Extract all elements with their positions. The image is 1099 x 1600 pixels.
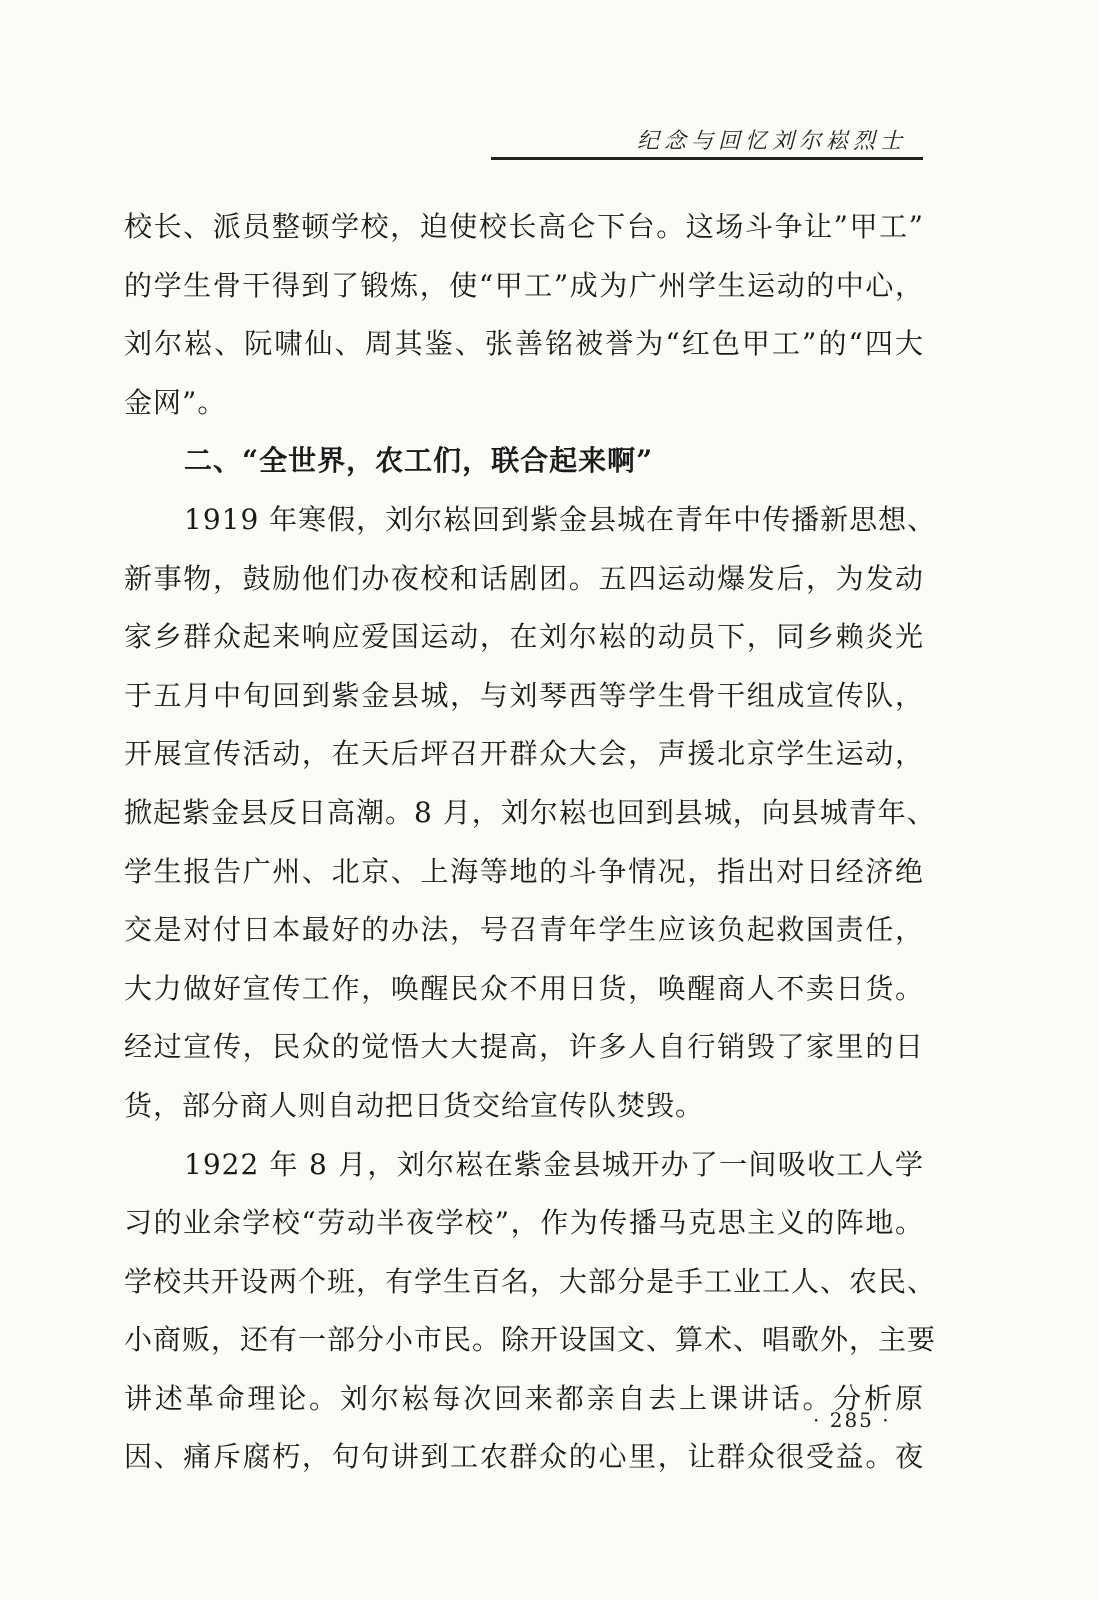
text-line: 大力做好宣传工作，唤醒民众不用日货，唤醒商人不卖日货。 xyxy=(124,971,924,1005)
text-line: 于五月中旬回到紫金县城，与刘琴西等学生骨干组成宣传队， xyxy=(124,678,924,712)
text-line: 开展宣传活动，在天后坪召开群众大会，声援北京学生运动， xyxy=(124,737,924,771)
text-line: 学生报告广州、北京、上海等地的斗争情况，指出对日经济绝 xyxy=(124,854,924,888)
text-line: 的学生骨干得到了锻炼，使“甲工”成为广州学生运动的中心， xyxy=(124,268,924,302)
header-rule xyxy=(491,157,923,160)
text-line: 刘尔崧、阮啸仙、周其鉴、张善铭被誉为“红色甲工”的“四大 xyxy=(124,327,924,361)
text-line: 货，部分商人则自动把日货交给宣传队焚毁。 xyxy=(124,1088,705,1122)
text-line: 掀起紫金县反日高潮。8 月，刘尔崧也回到县城，向县城青年、 xyxy=(124,795,936,829)
text-line: 小商贩，还有一部分小市民。除开设国文、算术、唱歌外，主要 xyxy=(124,1323,937,1357)
text-line: 因、痛斥腐朽，句句讲到工农群众的心里，让群众很受益。夜 xyxy=(124,1440,924,1474)
text-line: 家乡群众起来响应爱国运动，在刘尔崧的动员下，同乡赖炎光 xyxy=(124,620,924,654)
text-line: 讲述革命理论。刘尔崧每次回来都亲自去上课讲话。分析原 xyxy=(124,1381,924,1415)
text-line: 经过宣传，民众的觉悟大大提高，许多人自行销毁了家里的日 xyxy=(124,1030,924,1064)
body-text xyxy=(124,207,937,1496)
running-header-title: 纪念与回忆刘尔崧烈士 xyxy=(636,129,907,154)
page-number: · 285 · xyxy=(813,1408,891,1432)
text-line: 1919 年寒假，刘尔崧回到紫金县城在青年中传播新思想、 xyxy=(184,502,937,536)
text-line: 交是对付日本最好的办法，号召青年学生应该负起救国责任， xyxy=(124,913,924,947)
text-line: 校长、派员整顿学校，迫使校长高仑下台。这场斗争让”甲工” xyxy=(124,210,924,243)
text-line: 习的业余学校“劳动半夜学校”，作为传播马克思主义的阵地。 xyxy=(124,1206,924,1240)
section-heading: 二、“全世界，农工们，联合起来啊” xyxy=(184,444,654,478)
text-line: 1922 年 8 月，刘尔崧在紫金县城开办了一间吸收工人学 xyxy=(184,1147,924,1181)
text-line: 学校共开设两个班，有学生百名，大部分是手工业工人、农民、 xyxy=(124,1264,937,1298)
text-line: 金网”。 xyxy=(124,385,227,419)
text-line: 新事物，鼓励他们办夜校和话剧团。五四运动爆发后，为发动 xyxy=(124,561,924,595)
